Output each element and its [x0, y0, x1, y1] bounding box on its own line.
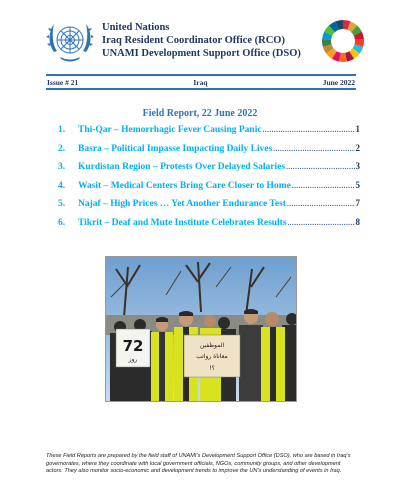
- toc-page: 7: [355, 198, 360, 208]
- toc-page: 5: [355, 179, 360, 190]
- toc-page: 1: [355, 124, 360, 134]
- toc-item[interactable]: [58, 161, 360, 180]
- toc-text: Najaf – High Prices … Yet Another Endurance Test: [78, 199, 286, 209]
- issue-number: Issue # 21: [47, 77, 79, 87]
- issue-date: June 2022: [322, 77, 355, 87]
- toc-text: Tikrit – Deaf and Mute Institute Celebrates Results: [78, 217, 287, 228]
- org-line-1: United Nations: [102, 22, 170, 33]
- toc-page: 2: [355, 142, 360, 153]
- org-name: [102, 21, 301, 60]
- sign-right-line-3: !؟: [209, 365, 215, 372]
- sign-left-number: 72: [122, 337, 144, 355]
- org-line-2: Iraq Resident Coordinator Office (RCO): [102, 35, 285, 46]
- toc-page: 8: [355, 216, 360, 227]
- toc-text: Wasit – Medical Centers Bring Care Closer to Home: [78, 180, 291, 191]
- un-emblem-icon: [46, 18, 94, 64]
- toc-leader: [287, 200, 355, 208]
- sign-right-line-1: الموظفين: [199, 342, 225, 349]
- toc-leader: [273, 145, 354, 153]
- toc-text: Basra – Political Impasse Impacting Daily Lives: [78, 143, 273, 154]
- report-title: Field Report, 22 June 2022: [142, 108, 258, 119]
- protest-photo-illustration: [106, 257, 297, 402]
- toc-number: 5.: [58, 199, 66, 209]
- toc-item[interactable]: [58, 143, 360, 162]
- sdg-wheel-center: [332, 30, 355, 53]
- toc-leader: [288, 219, 355, 227]
- toc-leader: [263, 126, 355, 134]
- toc-page: 3: [355, 161, 360, 171]
- toc-number: 4.: [58, 180, 66, 191]
- footer-note: These Field Reports are prepared by the field staff of UNAMI’s Development Support Office (DSO), who are based in Iraq’s governorates, where they coordinate with local government officials, NGOs, community groups, and other development actors. They also monitor socio-economic and development trends to improve the UN’s understanding of events in Iraq.: [46, 453, 351, 475]
- toc-item[interactable]: [58, 124, 360, 143]
- toc-leader: [286, 163, 354, 171]
- report-header: [46, 16, 366, 68]
- toc-number: 1.: [58, 125, 66, 135]
- toc-item[interactable]: [58, 198, 360, 217]
- sign-right-line-2: معاناة رواتب: [196, 353, 228, 360]
- protest-photo: [105, 256, 297, 402]
- table-of-contents: [58, 124, 360, 235]
- toc-leader: [292, 182, 355, 190]
- issue-bar: [46, 74, 356, 90]
- sdg-wheel-icon: [320, 18, 366, 64]
- toc-text: Kurdistan Region – Protests Over Delayed Salaries: [78, 162, 286, 172]
- org-line-3: UNAMI Development Support Office (DSO): [102, 48, 301, 59]
- toc-number: 3.: [58, 162, 66, 172]
- toc-item[interactable]: [58, 180, 360, 199]
- toc-number: 2.: [58, 143, 66, 154]
- issue-country: Iraq: [193, 77, 208, 87]
- toc-number: 6.: [58, 217, 66, 228]
- toc-text: Thi-Qar – Hemorrhagic Fever Causing Panic: [78, 125, 262, 135]
- toc-item[interactable]: [58, 217, 360, 236]
- sign-left-subtext: روز: [128, 356, 138, 363]
